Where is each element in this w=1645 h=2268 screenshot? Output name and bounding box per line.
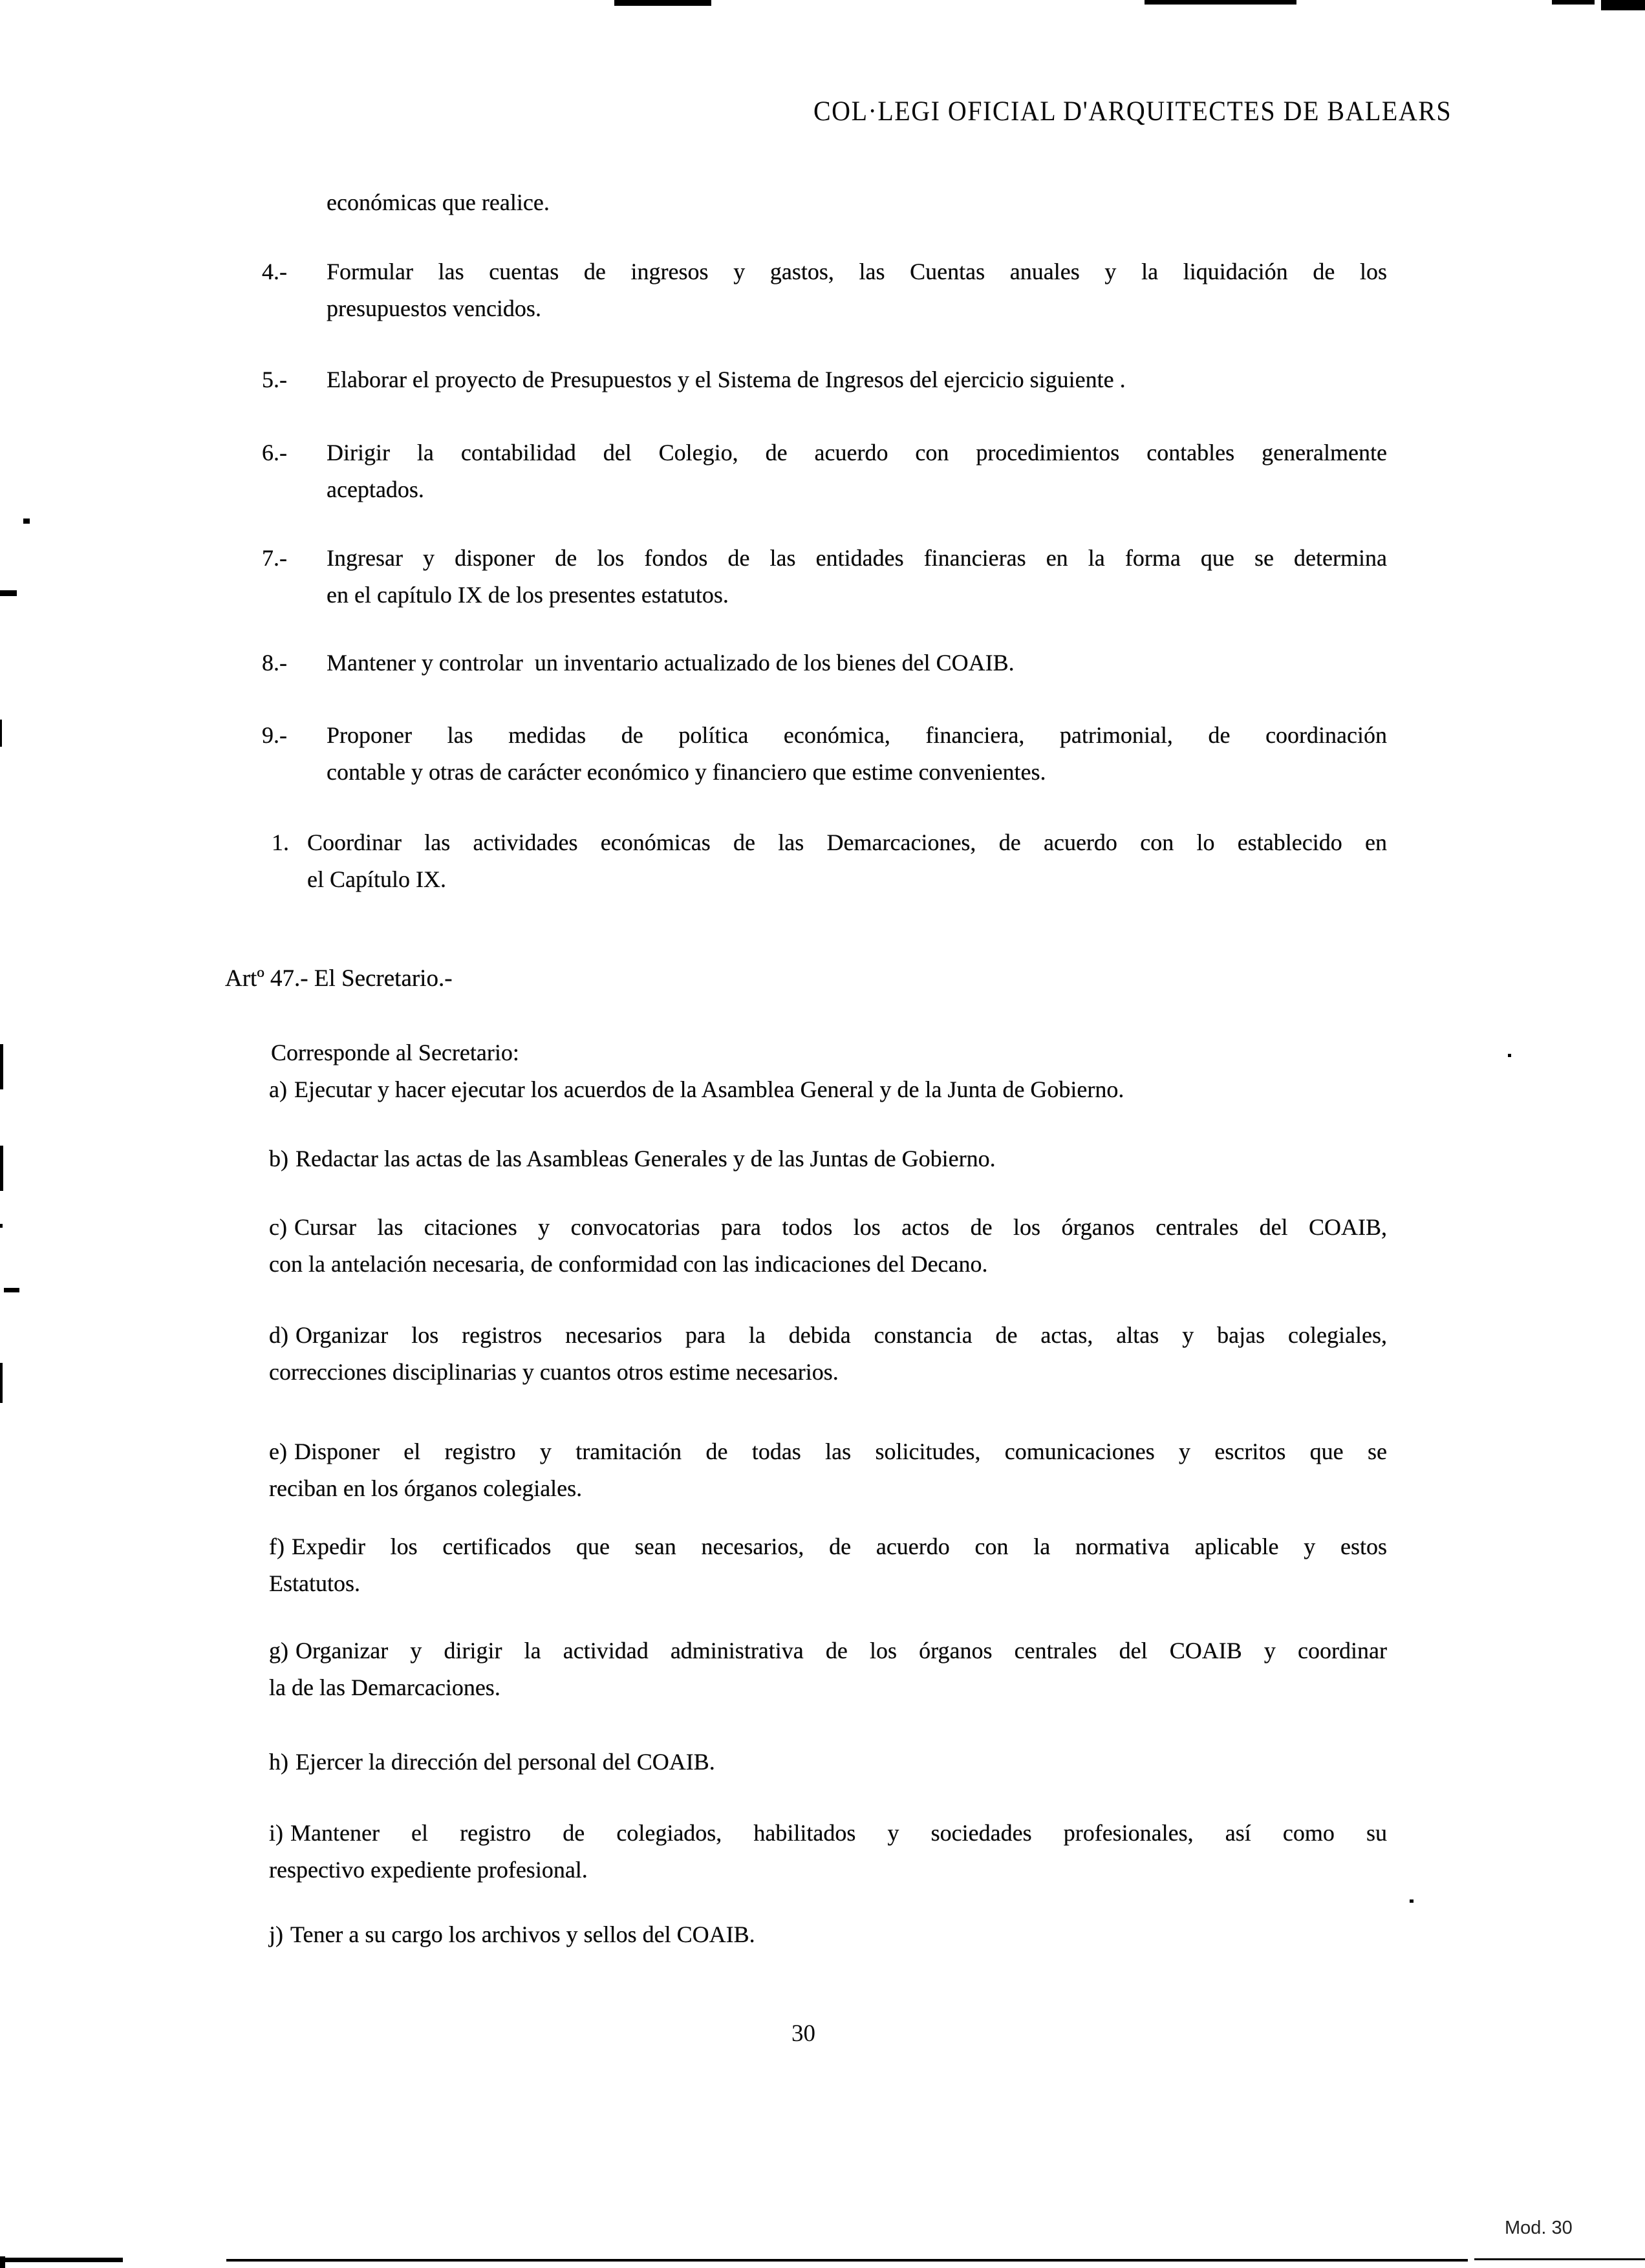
list-item-8 [262,645,1387,681]
scan-artifact-left-2 [0,590,17,596]
list-item-6 [262,434,1387,508]
scan-artifact-top-4 [1601,0,1645,10]
item-letter: h) [269,1749,288,1775]
list-item-a [269,1071,1387,1108]
item-text: Proponer las medidas de política económica, financiera, patrimonial, de coordinación contable y otras de carácter económico y financiero que estime convenientes. [327,722,1387,785]
list-item-d: d) Organizar los registros necesarios para la debida constancia de actas, altas y bajas colegiales, correcciones disciplinarias y cuantos otros estime necesarios. [269,1322,1387,1385]
item-text: Ejecutar y hacer ejecutar los acuerdos de la Asamblea General y de la Junta de Gobierno. [294,1076,1124,1102]
list-item-h [269,1744,1387,1781]
bottom-rule-main [226,2259,1468,2262]
item-number: 9.- [262,722,287,748]
scan-speck-2 [1410,1899,1414,1903]
list-item-4 [262,253,1387,327]
list-item-j [269,1916,1387,1953]
scan-artifact-left-1 [23,519,30,524]
page-number: 30 [791,2020,815,2047]
item-number: 4.- [262,259,287,284]
list-item-e: e) Disponer el registro y tramitación de todas las solicitudes, comunicaciones y escritos que se reciban en los órganos colegiales. [269,1439,1387,1501]
item-letter: f) [269,1534,285,1559]
item-text: Redactar las actas de las Asambleas Generales y de las Juntas de Gobierno. [296,1146,996,1171]
scan-speck-1 [1508,1054,1511,1057]
scan-artifact-top-1 [614,0,711,6]
scan-artifact-left-5 [0,1146,3,1191]
list-item-g: g) Organizar y dirigir la actividad administrativa de los órganos centrales del COAIB y coordinar la de las Demarcaciones. [269,1638,1387,1700]
item-letter: a) [269,1076,287,1102]
item-text: Organizar los registros necesarios para la debida constancia de actas, altas y bajas colegiales, [296,1322,1387,1348]
item-text: Coordinar las actividades económicas de las Demarcaciones, de acuerdo con lo establecido en el Capítulo IX. [307,829,1387,892]
list-item-c: c) Cursar las citaciones y convocatorias para todos los actos de los órganos centrales del COAIB, con la antelación necesaria, de conformidad con las indicaciones del Decano. [269,1214,1387,1277]
list-item-7 [262,540,1387,614]
item-text: Formular las cuentas de ingresos y gastos, las Cuentas anuales y la liquidación de los presupuestos vencidos. [327,259,1387,321]
list-item-9 [262,717,1387,791]
item-number: 6.- [262,440,287,465]
list-item-5 [262,361,1387,398]
list-item-i: i) Mantener el registro de colegiados, habilitados y sociedades profesionales, así como su respectivo expediente profesional. [269,1820,1387,1883]
item-number: 7.- [262,545,287,571]
item-number: 8.- [262,650,287,676]
paragraph-continuation: económicas que realice. [327,189,550,215]
scan-artifact-left-3 [0,720,2,747]
item-text: Ejercer la dirección del personal del COAIB. [296,1749,715,1775]
item-text: Dirigir la contabilidad del Colegio, de acuerdo con procedimientos contables generalmente aceptados. [327,440,1387,502]
lead-line: Corresponde al Secretario: [271,1040,519,1065]
item-letter: d) [269,1322,288,1348]
item-number: 5.- [262,367,287,392]
scan-artifact-left-8 [0,1363,3,1403]
article-heading: Artº 47.- El Secretario.- [225,965,453,992]
footer-mod-label: Mod. 30 [1505,2218,1573,2238]
item-letter: e) [269,1439,287,1464]
item-text: Organizar y dirigir la actividad administrativa de los órganos centrales del COAIB y coordinar [296,1638,1387,1664]
list-item-f: f) Expedir los certificados que sean necesarios, de acuerdo con la normativa aplicable y estos Estatutos. [269,1534,1387,1596]
bottom-rule-right [1474,2258,1645,2260]
scan-artifact-left-7 [4,1288,19,1292]
item-number: 1. [272,829,289,855]
list-item-b [269,1140,1387,1177]
item-text: Mantener el registro de colegiados, habilitados y sociedades profesionales, así como su [290,1820,1387,1846]
scan-artifact-left-4 [0,1044,3,1089]
bottom-rule-left [0,2258,123,2262]
item-text: Disponer el registro y tramitación de todas las solicitudes, comunicaciones y escritos que se [294,1439,1387,1464]
item-text: Ingresar y disponer de los fondos de las entidades financieras en la forma que se determina en el capítulo IX de los presentes estatutos. [327,545,1387,608]
scan-artifact-top-2 [1145,0,1296,5]
item-text: Cursar las citaciones y convocatorias para todos los actos de los órganos centrales del COAIB, [294,1214,1387,1240]
item-letter: c) [269,1214,287,1240]
item-text: Mantener y controlar un inventario actualizado de los bienes del COAIB. [327,650,1015,676]
item-text: Expedir los certificados que sean necesarios, de acuerdo con la normativa aplicable y estos [291,1534,1387,1559]
item-text: Tener a su cargo los archivos y sellos del COAIB. [290,1921,755,1947]
item-letter: b) [269,1146,288,1171]
item-letter: j) [269,1921,283,1947]
item-letter: i) [269,1820,283,1846]
list-item-1 [272,824,1387,898]
item-letter: g) [269,1638,288,1664]
document-header-title: COL·LEGI OFICIAL D'ARQUITECTES DE BALEARS [813,95,1452,127]
scan-artifact-left-6 [0,1224,3,1228]
scan-artifact-top-3 [1552,0,1595,5]
item-text: Elaborar el proyecto de Presupuestos y el Sistema de Ingresos del ejercicio siguiente . [327,367,1126,392]
